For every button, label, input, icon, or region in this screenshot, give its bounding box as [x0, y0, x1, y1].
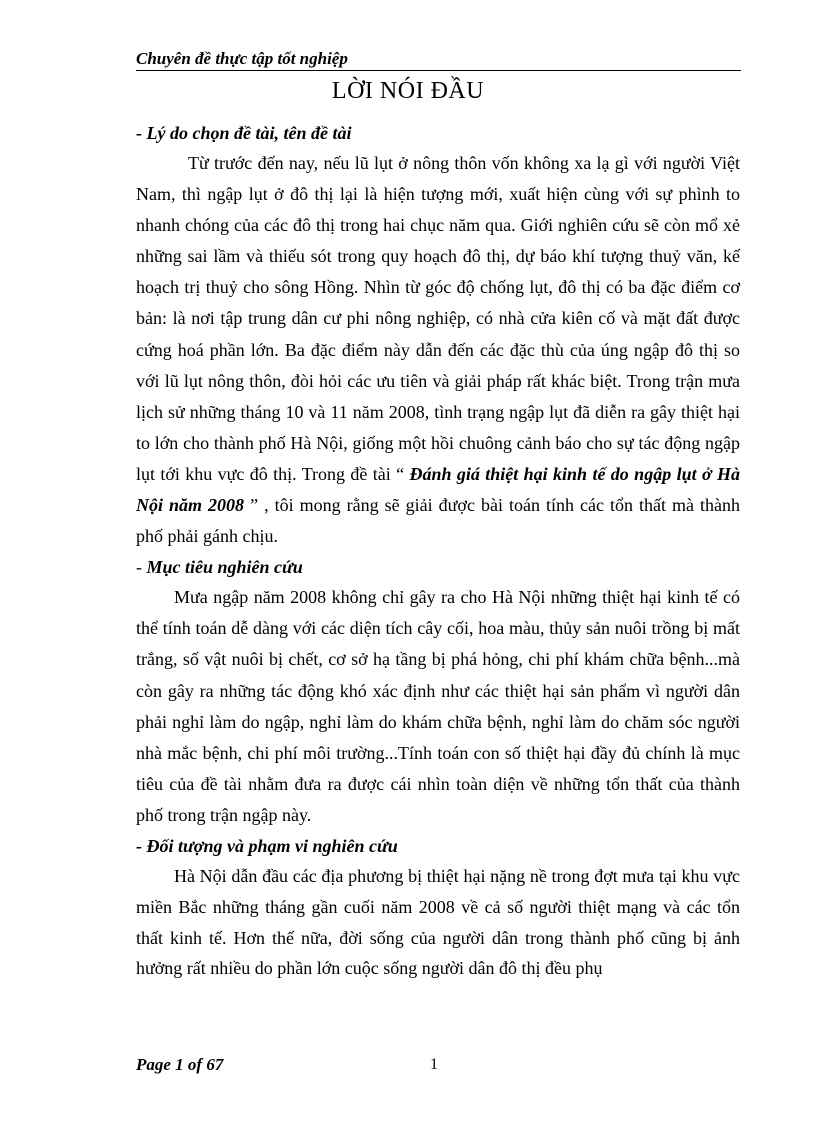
- section-heading-reason: - Lý do chọn đề tài, tên đề tài: [136, 123, 352, 143]
- section-heading-scope: - Đối tượng và phạm vi nghiên cứu: [136, 835, 398, 856]
- paragraph-objective: Mưa ngập năm 2008 không chỉ gây ra cho Hà Nội những thiệt hại kinh tế có thể tính toán dễ dàng với các diện tích cây cối, hoa màu, thủy sản nuôi trồng bị mất trắng, số vật nuôi bị chết, cơ sở hạ tầng bị phá hỏng, chi phí khám chữa bệnh...mà còn gây ra những tác động khó xác định như các thiệt hại sản phẩm vì người dân phải nghỉ làm do ngập, nghỉ làm do khám chữa bệnh, nghỉ làm do chăm sóc người nhà mắc bệnh, chi phí môi trường...Tính toán con số thiệt hại đầy đủ chính là mục tiêu của đề tài nhằm đưa ra được cái nhìn toàn diện về những tổn thất của thành phố trong trận ngập này.: [136, 587, 740, 825]
- section-heading-objective: [136, 552, 740, 582]
- document-body: [136, 118, 740, 984]
- paragraph-reason-text: Từ trước đến nay, nếu lũ lụt ở nông thôn vốn không xa lạ gì với người Việt Nam, thì ngập lụt ở đô thị lại là hiện tượng mới, xuất hiện cùng với sự phình to nhanh chóng của các đô thị trong hai chục năm qua. Giới nghiên cứu sẽ còn mổ xẻ những sai lầm và thiếu sót trong quy hoạch đô thị, dự báo khí tượng thuỷ văn, kế hoạch trị thuỷ cho sông Hồng. Nhìn từ góc độ chống lụt, đô thị có ba đặc điểm cơ bản: là nơi tập trung dân cư phi nông nghiệp, có nhà cửa kiên cố và mặt đất được cứng hoá phần lớn. Ba đặc điểm này dẫn đến các đặc thù của úng ngập đô thị so với lũ lụt nông thôn, đòi hỏi các ưu tiên và giải pháp rất khác biệt. Trong trận mưa lịch sử những tháng 10 và 11 năm 2008, tình trạng ngập lụt đã diễn ra gây thiệt hại to lớn cho thành phố Hà Nội, giống một hồi chuông cảnh báo cho sự tác động ngập lụt tới khu vực đô thị. Trong đề tài “: [136, 153, 740, 484]
- page-count-label: Page 1 of 67: [136, 1055, 224, 1074]
- topic-title: Đánh giá thiệt hại kinh tế do ngập lụt ở Hà Nội năm 2008: [136, 463, 740, 516]
- section-heading-objective-text: Mục tiêu nghiên cứu: [146, 557, 303, 578]
- page-title: LỜI NÓI ĐẦU: [331, 78, 485, 104]
- paragraph-scope: Hà Nội dẫn đầu các địa phương bị thiệt hại nặng nề trong đợt mưa tại khu vực miền Bắc những tháng gần cuối năm 2008 về cả số người thiệt mạng và các tổn thất kinh tế. Hơn thế nữa, đời sống của người dân trong thành phố cũng bị ảnh hưởng rất nhiều do phần lớn cuộc sống người dân đô thị đều phụ: [136, 865, 740, 979]
- page-number: 1: [430, 1056, 438, 1073]
- paragraph-reason: [136, 148, 740, 552]
- paragraph-reason-tail: ” , tôi mong rằng sẽ giải được bài toán tính các tổn thất mà thành phố phải gánh chịu.: [136, 495, 741, 547]
- running-header: Chuyên đề thực tập tốt nghiệp: [136, 49, 741, 71]
- section-heading-objective-dash: -: [136, 557, 147, 578]
